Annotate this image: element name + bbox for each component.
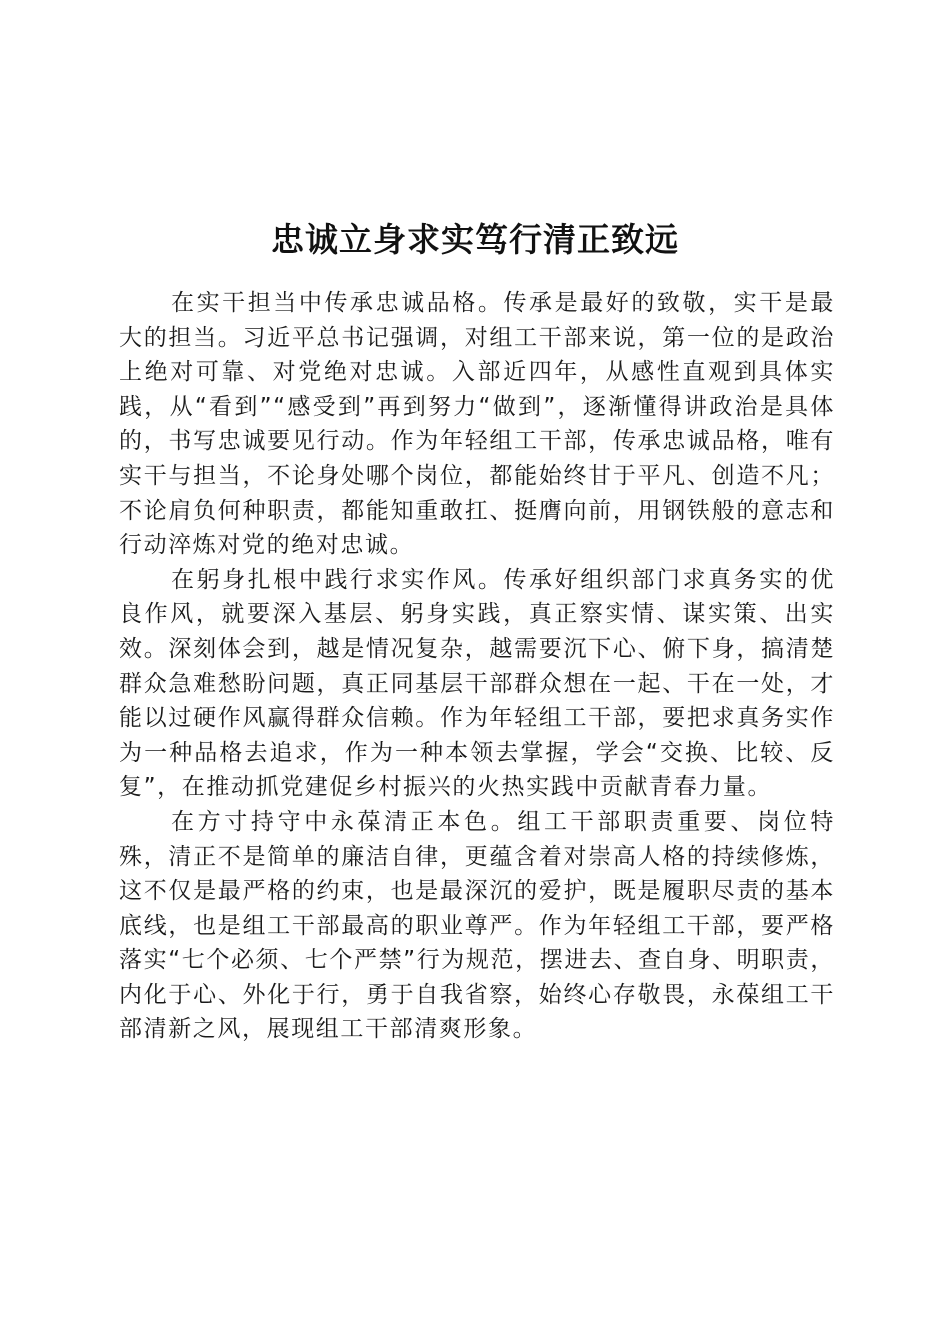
document-title: 忠诚立身求实笃行清正致远: [271, 220, 679, 260]
paragraph-pragmatism: 在躬身扎根中践行求实作风。传承好组织部门求真务实的优良作风，就要深入基层、躬身实践，真正察实情、谋实策、出实效。深刻体会到，越是情况复杂，越需要沉下心、俯下身，搞清楚群众急难愁盼问题，真正同基层干部群众想在一起、干在一处，才能以过硬作风赢得群众信赖。作为年轻组工干部，要把求真务实作为一种品格去追求，作为一种本领去掌握，学会“交换、比较、反复”，在推动抓党建促乡村振兴的火热实践中贡献青春力量。: [119, 566, 835, 801]
document-body: [119, 286, 835, 1047]
paragraph-integrity: 在方寸持守中永葆清正本色。组工干部职责重要、岗位特殊，清正不是简单的廉洁自律，更蕴含着对崇高人格的持续修炼，这不仅是最严格的约束，也是最深沉的爱护，既是履职尽责的基本底线，也是组工干部最高的职业尊严。作为年轻组工干部，要严格落实“七个必须、七个严禁”行为规范，摆进去、查自身、明职责，内化于心、外化于行，勇于自我省察，始终心存敬畏，永葆组工干部清新之风，展现组工干部清爽形象。: [119, 808, 835, 1043]
paragraph-loyalty: 在实干担当中传承忠诚品格。传承是最好的致敬，实干是最大的担当。习近平总书记强调，对组工干部来说，第一位的是政治上绝对可靠、对党绝对忠诚。入部近四年，从感性直观到具体实践，从“看到”“感受到”再到努力“做到”，逐渐懂得讲政治是具体的，书写忠诚要见行动。作为年轻组工干部，传承忠诚品格，唯有实干与担当，不论身处哪个岗位，都能始终甘于平凡、创造不凡；不论肩负何种职责，都能知重敢扛、挺膺向前，用钢铁般的意志和行动淬炼对党的绝对忠诚。: [119, 290, 835, 559]
